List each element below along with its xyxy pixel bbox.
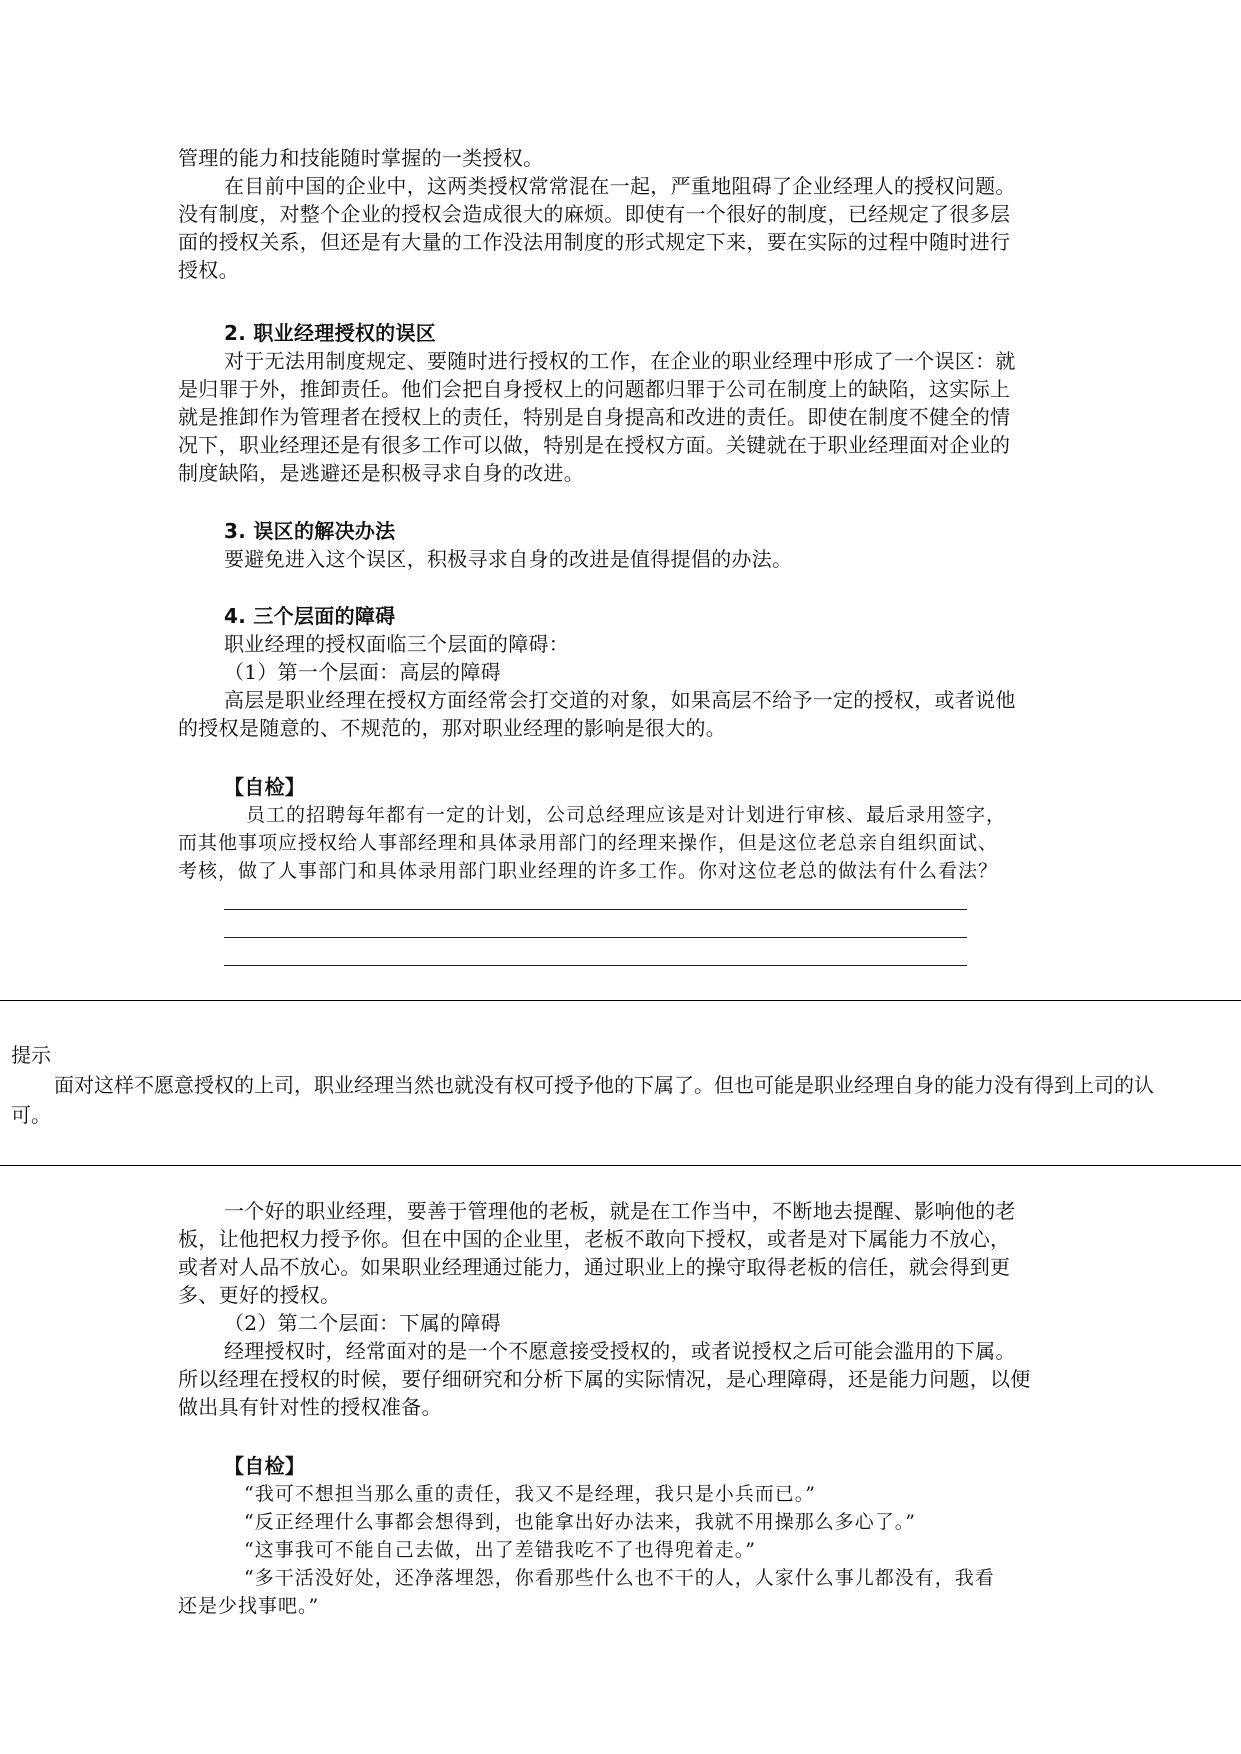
self-check-line: 员工的招聘每年都有一定的计划，公司总经理应该是对计划进行审核、最后录用签字， xyxy=(246,804,1007,826)
section-5 xyxy=(178,1197,1078,1421)
paragraph-line: 板，让他把权力授予你。但在中国的企业里，老板不敢向下授权，或者是对下属能力不放心， xyxy=(178,1227,1011,1251)
tip-text-line: 面对这样不愿意授权的上司，职业经理当然也就没有权可授予他的下属了。但也可能是职业经理自身的能力没有得到上司的认 xyxy=(54,1073,1154,1097)
paragraph-line: 制度缺陷，是逃避还是积极寻求自身的改进。 xyxy=(178,461,584,485)
self-check-line: 考核，做了人事部门和具体录用部门职业经理的许多工作。你对这位老总的做法有什么看法？ xyxy=(178,860,999,882)
subsection-title: （1）第一个层面：高层的障碍 xyxy=(224,660,501,684)
paragraph-line: 面的授权关系，但还是有大量的工作没法用制度的形式规定下来，要在实际的过程中随时进行 xyxy=(178,230,1011,254)
section-heading: 2. 职业经理授权的误区 xyxy=(224,321,437,345)
self-check-line: 而其他事项应授权给人事部经理和具体录用部门的经理来操作，但是这位老总亲自组织面试、 xyxy=(178,832,999,854)
paragraph-line: 职业经理的授权面临三个层面的障碍： xyxy=(224,632,570,656)
tip-title: 提示 xyxy=(11,1043,51,1067)
paragraph-line: 所以经理在授权的时候，要仔细研究和分析下属的实际情况，是心理障碍，还是能力问题，以便 xyxy=(178,1367,1031,1391)
self-check-line: 还是少找事吧。” xyxy=(178,1595,320,1617)
paragraph-line: 做出具有针对性的授权准备。 xyxy=(178,1395,442,1419)
self-check-2 xyxy=(178,1452,1078,1620)
paragraph-line: 一个好的职业经理，要善于管理他的老板，就是在工作当中，不断地去提醒、影响他的老 xyxy=(224,1199,1016,1223)
paragraph-line: 管理的能力和技能随时掌握的一类授权。 xyxy=(178,146,544,170)
section-heading: 3. 误区的解决办法 xyxy=(224,519,396,543)
self-check-heading: 【自检】 xyxy=(224,775,306,799)
section-heading: 4. 三个层面的障碍 xyxy=(224,604,396,628)
self-check-heading: 【自检】 xyxy=(224,1454,306,1478)
self-check-1 xyxy=(178,773,1078,885)
paragraph-line: 是归罪于外，推卸责任。他们会把自身授权上的问题都归罪于公司在制度上的缺陷，这实际上 xyxy=(178,377,1011,401)
section-2 xyxy=(178,319,1078,487)
self-check-line: “我可不想担当那么重的责任，我又不是经理，我只是小兵而已。” xyxy=(244,1483,816,1505)
tip-box xyxy=(0,1000,1241,1166)
section-1 xyxy=(178,144,1078,284)
self-check-line: “多干活没好处，还净落埋怨，你看那些什么也不干的人，人家什么事儿都没有，我看 xyxy=(244,1567,995,1589)
section-3 xyxy=(178,517,1078,573)
section-4 xyxy=(178,602,1078,742)
subsection-title: （2）第二个层面：下属的障碍 xyxy=(224,1311,501,1335)
answer-line[interactable] xyxy=(224,965,967,966)
paragraph-line: 或者对人品不放心。如果职业经理通过能力，通过职业上的操守取得老板的信任，就会得到更 xyxy=(178,1255,1011,1279)
paragraph-line: 况下，职业经理还是有很多工作可以做，特别是在授权方面。关键就在于职业经理面对企业的 xyxy=(178,433,1011,457)
tip-text-line: 可。 xyxy=(11,1103,51,1127)
paragraph-line: 授权。 xyxy=(178,258,239,282)
paragraph-line: 要避免进入这个误区，积极寻求自身的改进是值得提倡的办法。 xyxy=(224,547,793,571)
paragraph-line: 对于无法用制度规定、要随时进行授权的工作，在企业的职业经理中形成了一个误区：就 xyxy=(224,349,1016,373)
paragraph-line: 多、更好的授权。 xyxy=(178,1283,341,1307)
paragraph-line: 经理授权时，经常面对的是一个不愿意接受授权的，或者说授权之后可能会滥用的下属。 xyxy=(224,1339,1016,1363)
paragraph-line: 没有制度，对整个企业的授权会造成很大的麻烦。即使有一个很好的制度，已经规定了很多层 xyxy=(178,202,1011,226)
paragraph-line: 高层是职业经理在授权方面经常会打交道的对象，如果高层不给予一定的授权，或者说他 xyxy=(224,688,1016,712)
paragraph-line: 的授权是随意的、不规范的，那对职业经理的影响是很大的。 xyxy=(178,716,727,740)
answer-line[interactable] xyxy=(224,909,967,910)
self-check-line: “这事我可不能自己去做，出了差错我吃不了也得兜着走。” xyxy=(244,1539,756,1561)
paragraph-line: 就是推卸作为管理者在授权上的责任，特别是自身提高和改进的责任。即使在制度不健全的情 xyxy=(178,405,1011,429)
answer-line[interactable] xyxy=(224,937,967,938)
self-check-line: “反正经理什么事都会想得到，也能拿出好办法来，我就不用操那么多心了。” xyxy=(244,1511,916,1533)
paragraph-line: 在目前中国的企业中，这两类授权常常混在一起，严重地阻碍了企业经理人的授权问题。 xyxy=(224,174,1016,198)
